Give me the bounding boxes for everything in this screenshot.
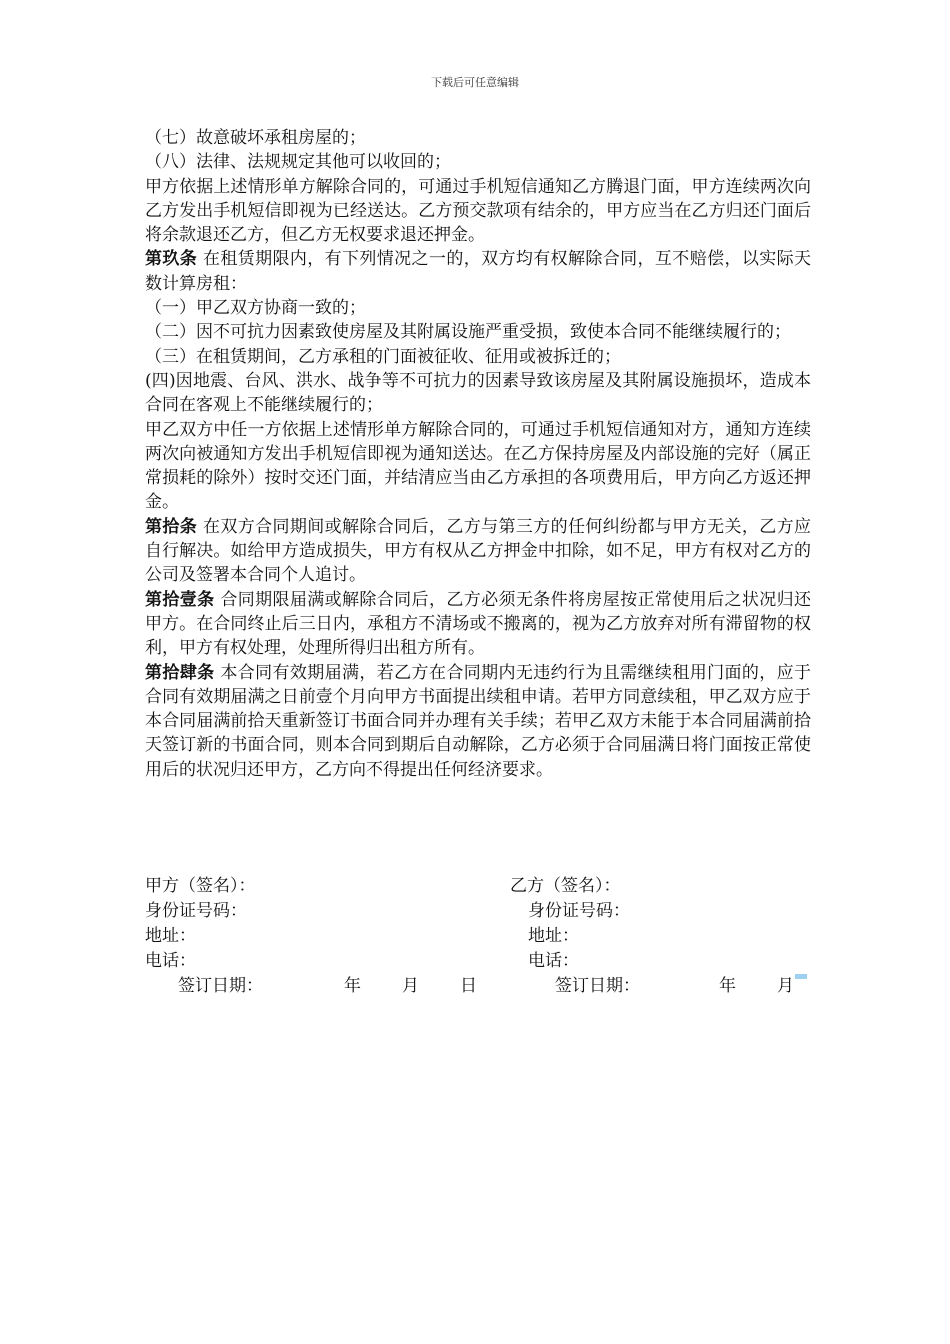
party-a-year-label: 年 [344,976,361,996]
clause-text: （八）法律、法规规定其他可以收回的； [145,152,451,173]
article-text: 合同期限届满或解除合同后，乙方必须无条件将房屋按正常使用后之状况归还甲方。在合同终止后三日内，承租方不清场或不搬离的，视为乙方放弃对所有滞留物的权利，甲方有权处理，处理所得归出租方所有。 [145,589,812,659]
page-header: 下载后可任意编辑 [431,76,519,89]
clause-7 [145,126,811,150]
contract-body [145,126,811,782]
mutual-termination-paragraph [145,418,811,515]
article-title: 第拾壹条 [145,589,215,610]
clause-8 [145,150,811,174]
text-cursor-marker [795,974,807,979]
signature-row [145,874,825,899]
party-a-signature-label: 甲方（签名）： [145,876,256,896]
clause-2 [145,320,811,344]
party-b-address-label: 地址： [528,926,579,946]
party-b-year-label: 年 [719,976,736,996]
party-b-month-wrapper [777,974,794,999]
paragraph-text: 甲方依据上述情形单方解除合同的，可通过手机短信通知乙方腾退门面，甲方连续两次向乙方发出手机短信即视为已经送达。乙方预交款项有结余的，甲方应当在乙方归还门面后将余款退还乙方，但乙方无权要求退还押金。 [145,176,811,246]
article-title: 第拾条 [145,516,198,537]
article-title: 第玖条 [145,249,198,270]
clause-text: (四)因地震、台风、洪水、战争等不可抗力的因素导致该房屋及其附属设施损坏，造成本合同在客观上不能继续履行的； [145,370,811,416]
clause-text: （二）因不可抗力因素致使房屋及其附属设施严重受损，致使本合同不能继续履行的； [145,322,791,343]
clause-3 [145,345,811,369]
party-a-month-label: 月 [402,976,419,996]
party-a-phone-label: 电话： [145,951,196,971]
party-b-date-label: 签订日期： [555,976,640,996]
party-a-address-label: 地址： [145,926,196,946]
party-a-date-label: 签订日期： [178,976,263,996]
party-b-month-label: 月 [777,976,794,996]
party-b-signature-label: 乙方（签名）： [510,876,621,896]
party-b-id-label: 身份证号码： [528,901,630,921]
article-11 [145,588,811,661]
id-row [145,899,825,924]
article-10 [145,515,811,588]
article-text: 本合同有效期届满，若乙方在合同期内无违约行为且需继续租用门面的，应于合同有效期届满之日前壹个月向甲方书面提出续租申请。若甲方同意续租，甲乙双方应于本合同届满前拾天重新签订书面合同并办理有关手续；若甲乙双方未能于本合同届满前拾天签订新的书面合同，则本合同到期后自动解除，乙方必须于合同届满日将门面按正常使用后的状况归还甲方，乙方向不得提出任何经济要求。 [145,662,812,780]
phone-row [145,949,825,974]
termination-notice-paragraph [145,175,811,248]
address-row [145,924,825,949]
article-14 [145,661,811,782]
clause-text: （三）在租赁期间，乙方承租的门面被征收、征用或被拆迁的； [145,346,621,367]
article-text: 在双方合同期间或解除合同后，乙方与第三方的任何纠纷都与甲方无关，乙方应自行解决。如给甲方造成损失，甲方有权从乙方押金中扣除，如不足，甲方有权对乙方的公司及签署本合同个人追讨。 [145,516,812,586]
party-a-id-label: 身份证号码： [145,901,247,921]
article-title: 第拾肆条 [145,662,215,683]
clause-4 [145,369,811,418]
party-a-day-label: 日 [460,976,477,996]
clause-text: （一）甲乙双方协商一致的； [145,298,366,319]
clause-1 [145,296,811,320]
paragraph-text: 甲乙双方中任一方依据上述情形单方解除合同的，可通过手机短信通知对方，通知方连续两次向被通知方发出手机短信即视为通知送达。在乙方保持房屋及内部设施的完好（属正常损耗的除外）按时交还门面，并结清应当由乙方承担的各项费用后，甲方向乙方返还押金。 [145,419,811,513]
article-text: 在租赁期限内，有下列情况之一的，双方均有权解除合同，互不赔偿，以实际天数计算房租： [145,249,812,294]
article-9 [145,247,811,296]
party-b-phone-label: 电话： [528,951,579,971]
date-row [145,974,825,999]
signature-block [145,874,825,999]
clause-text: （七）故意破坏承租房屋的； [145,128,366,148]
